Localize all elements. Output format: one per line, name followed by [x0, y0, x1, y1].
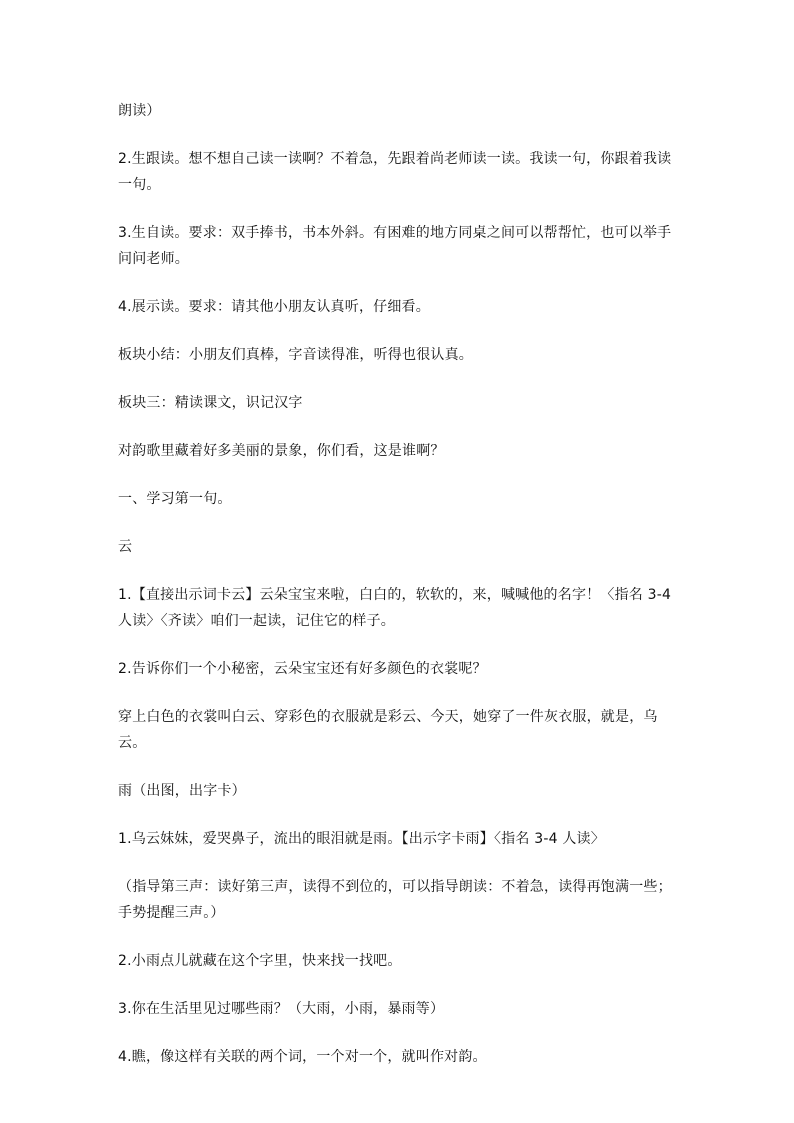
paragraph-6: 板块三：精读课文，识记汉字	[118, 395, 303, 411]
paragraph-5: 板块小结：小朋友们真棒，字音读得准，听得也很认真。	[118, 347, 473, 363]
paragraph-16: 2.小雨点儿就藏在这个字里，快来找一找吧。	[118, 953, 402, 969]
paragraph-10: 1.【直接出示词卡云】云朵宝宝来啦，白白的，软软的，来，喊喊他的名字！〈指名 3-4 人读〉〈齐读〉咱们一起读，记住它的样子。	[118, 587, 672, 629]
paragraph-13: 雨（出图，出字卡）	[118, 783, 246, 799]
paragraph-7: 对韵歌里藏着好多美丽的景象，你们看，这是谁啊？	[118, 443, 445, 459]
paragraph-9: 云	[118, 539, 133, 555]
paragraph-14: 1.乌云妹妹，爱哭鼻子，流出的眼泪就是雨。【出示字卡雨】〈指名 3-4 人读〉	[118, 831, 605, 847]
paragraph-1: 朗读）	[118, 103, 161, 119]
paragraph-18: 4.瞧，像这样有关联的两个词，一个对一个，就叫作对韵。	[118, 1049, 487, 1065]
paragraph-12: 穿上白色的衣裳叫白云、穿彩色的衣服就是彩云、今天，她穿了一件灰衣服，就是，乌云。	[118, 709, 658, 751]
paragraph-4: 4.展示读。要求：请其他小朋友认真听，仔细看。	[118, 299, 430, 315]
paragraph-3: 3.生自读。要求：双手捧书，书本外斜。有困难的地方同桌之间可以帮帮忙，也可以举手问问老师。	[118, 225, 672, 267]
paragraph-15: （指导第三声：读好第三声，读得不到位的，可以指导朗读：不着急，读得再饱满一些；手势提醒三声。）	[118, 879, 672, 921]
paragraph-8: 一、学习第一句。	[118, 491, 232, 507]
paragraph-11: 2.告诉你们一个小秘密，云朵宝宝还有好多颜色的衣裳呢？	[118, 661, 487, 677]
document-body	[118, 98, 678, 1092]
paragraph-2: 2.生跟读。想不想自己读一读啊？不着急，先跟着尚老师读一读。我读一句，你跟着我读一句。	[118, 151, 672, 193]
paragraph-17: 3.你在生活里见过哪些雨？（大雨，小雨，暴雨等）	[118, 1001, 445, 1017]
